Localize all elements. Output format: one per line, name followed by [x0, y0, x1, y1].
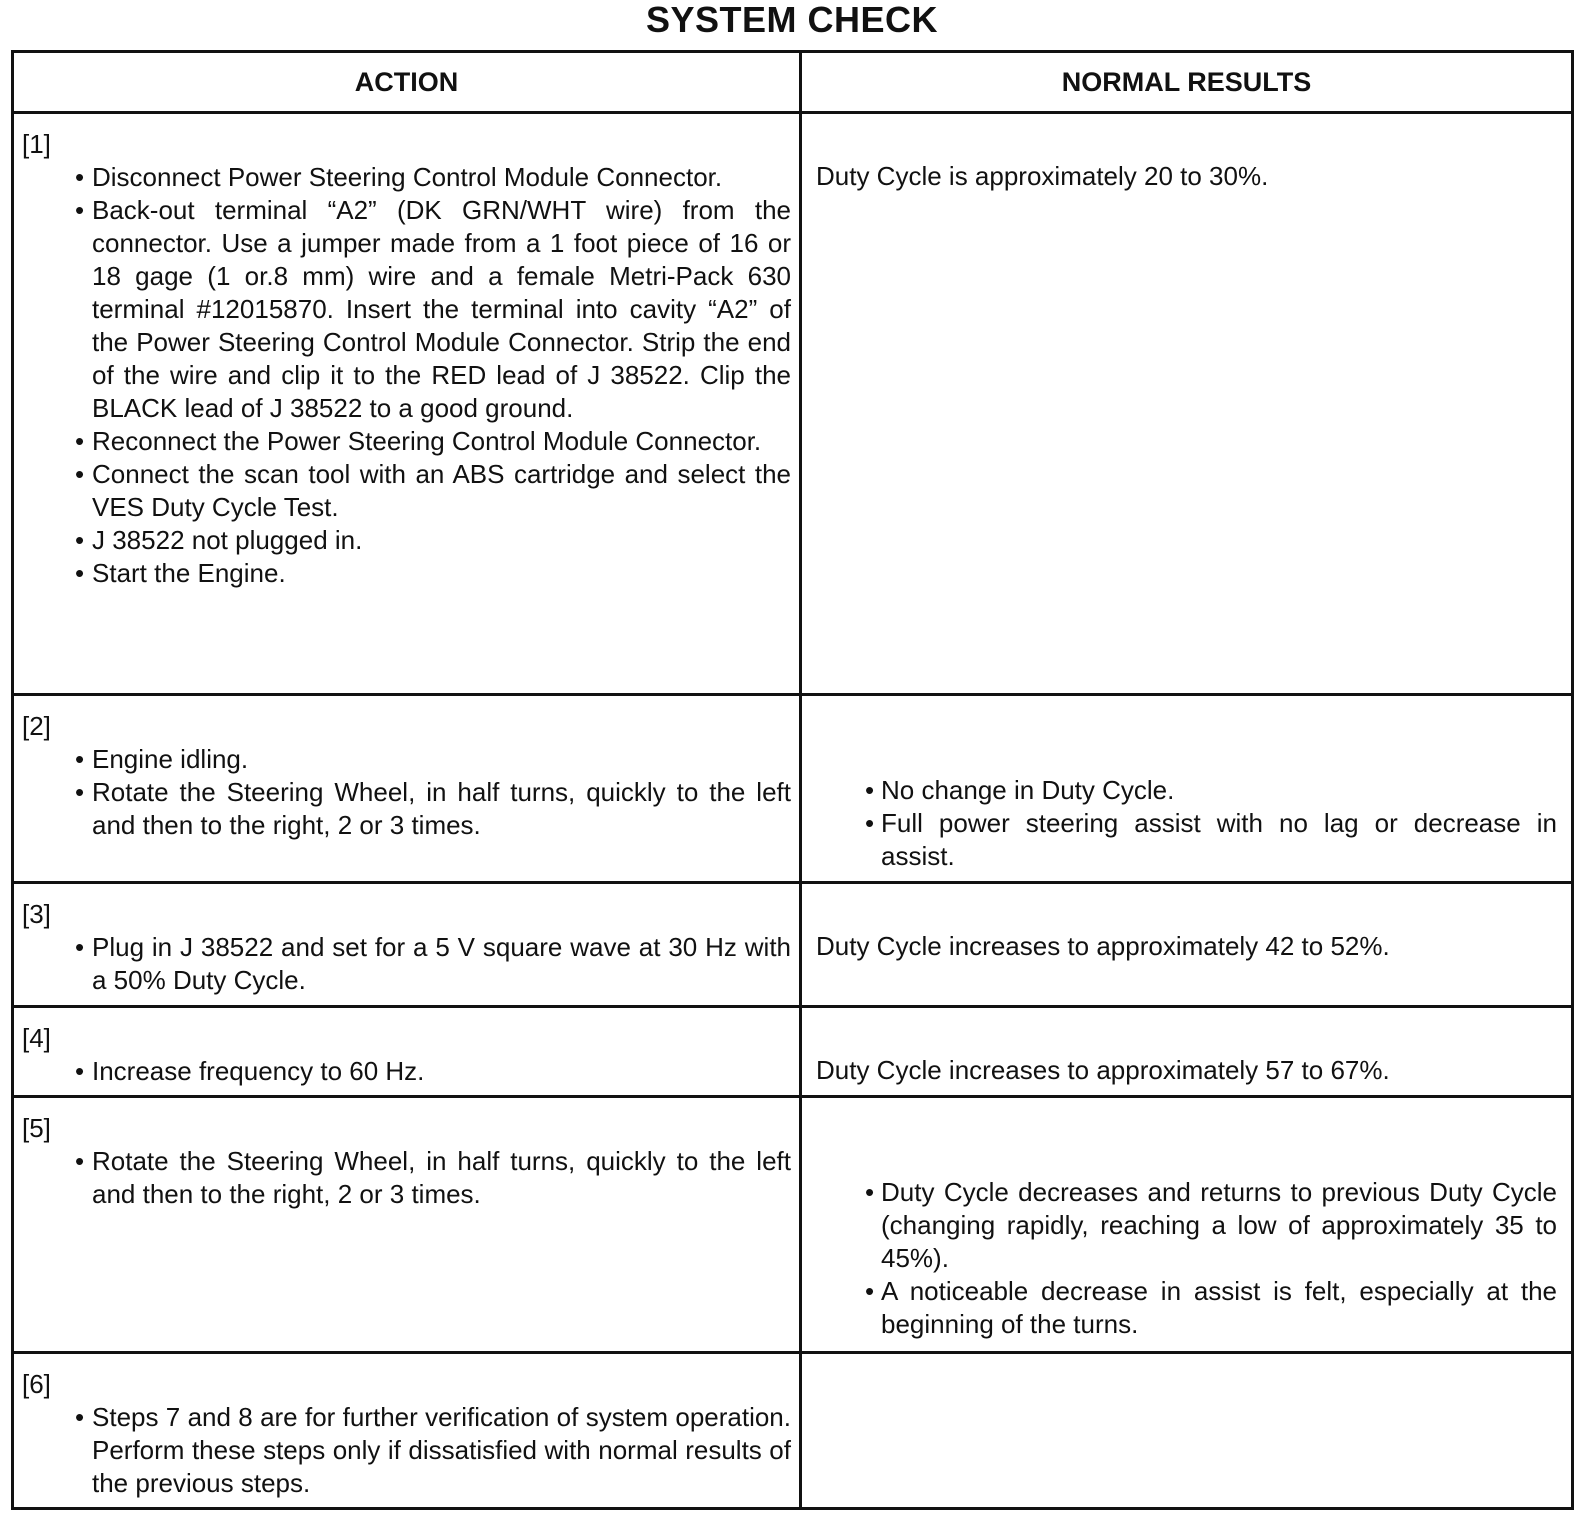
action-item: • Connect the scan tool with an ABS cartridge and select the VES Duty Cycle Test.	[22, 458, 791, 524]
result-list	[816, 1176, 1557, 1341]
action-cell	[13, 1352, 801, 1509]
table-row	[13, 1007, 1573, 1097]
action-item: • Rotate the Steering Wheel, in half turns, quickly to the left and then to the right, 2 or 3 times.	[22, 1145, 791, 1211]
action-cell	[13, 113, 801, 695]
result-text: Duty Cycle increases to approximately 57 to 67%.	[816, 1055, 1390, 1086]
step-number: [6]	[22, 1368, 51, 1399]
table-row	[13, 1097, 1573, 1352]
result-cell	[801, 1352, 1573, 1509]
system-check-table	[11, 50, 1574, 1510]
result-list	[816, 774, 1557, 873]
table-row	[13, 113, 1573, 695]
action-item: • Steps 7 and 8 are for further verification of system operation. Perform these steps only if dissatisfied with normal results of the previous steps.	[22, 1401, 791, 1500]
table-header-row	[13, 52, 1573, 113]
action-item: • J 38522 not plugged in.	[22, 524, 791, 557]
table-row	[13, 695, 1573, 883]
action-cell	[13, 883, 801, 1007]
step-number: [2]	[22, 711, 51, 742]
action-list	[22, 1401, 791, 1500]
result-text: Duty Cycle increases to approximately 42 to 52%.	[816, 931, 1390, 962]
result-item: • A noticeable decrease in assist is felt, especially at the beginning of the turns.	[816, 1275, 1557, 1341]
action-item: • Plug in J 38522 and set for a 5 V square wave at 30 Hz with a 50% Duty Cycle.	[22, 931, 791, 997]
action-item: • Start the Engine.	[22, 557, 791, 590]
step-number: [5]	[22, 1113, 51, 1144]
page-title: SYSTEM CHECK	[645, 0, 939, 40]
result-item: • Duty Cycle decreases and returns to previous Duty Cycle (changing rapidly, reaching a low of approximately 35 to 45%).	[816, 1176, 1557, 1275]
action-cell	[13, 695, 801, 883]
action-column-header: ACTION	[13, 52, 801, 113]
result-cell	[801, 883, 1573, 1007]
action-list	[22, 931, 791, 997]
action-list	[22, 161, 791, 590]
action-list	[22, 743, 791, 842]
result-item: • Full power steering assist with no lag or decrease in assist.	[816, 807, 1557, 873]
action-list	[22, 1145, 791, 1211]
step-number: [4]	[22, 1023, 51, 1054]
action-cell	[13, 1097, 801, 1352]
results-column-header: NORMAL RESULTS	[801, 52, 1573, 113]
result-cell	[801, 695, 1573, 883]
result-text: Duty Cycle is approximately 20 to 30%.	[816, 161, 1269, 191]
action-item: • Reconnect the Power Steering Control Module Connector.	[22, 425, 791, 458]
table-row	[13, 883, 1573, 1007]
action-item: • Increase frequency to 60 Hz.	[22, 1055, 791, 1088]
result-cell	[801, 1097, 1573, 1352]
action-list	[22, 1055, 791, 1088]
action-item: • Rotate the Steering Wheel, in half turns, quickly to the left and then to the right, 2 or 3 times.	[22, 776, 791, 842]
result-cell	[801, 113, 1573, 695]
action-cell	[13, 1007, 801, 1097]
result-item: • No change in Duty Cycle.	[816, 774, 1557, 807]
action-item: • Disconnect Power Steering Control Module Connector.	[22, 161, 791, 194]
table-row	[13, 1352, 1573, 1509]
step-number: [1]	[22, 129, 51, 159]
action-item: • Back-out terminal “A2” (DK GRN/WHT wire) from the connector. Use a jumper made from a 1 foot piece of 16 or 18 gage (1 or.8 mm) wire and a female Metri-Pack 630 terminal #12015870. Insert the terminal into cavity “A2” of the Power Steering Control Module Connector. Strip the end of the wire and clip it to the RED lead of J 38522. Clip the BLACK lead of J 38522 to a good ground.	[22, 194, 791, 425]
step-number: [3]	[22, 899, 51, 930]
result-cell	[801, 1007, 1573, 1097]
action-item: • Engine idling.	[22, 743, 791, 776]
